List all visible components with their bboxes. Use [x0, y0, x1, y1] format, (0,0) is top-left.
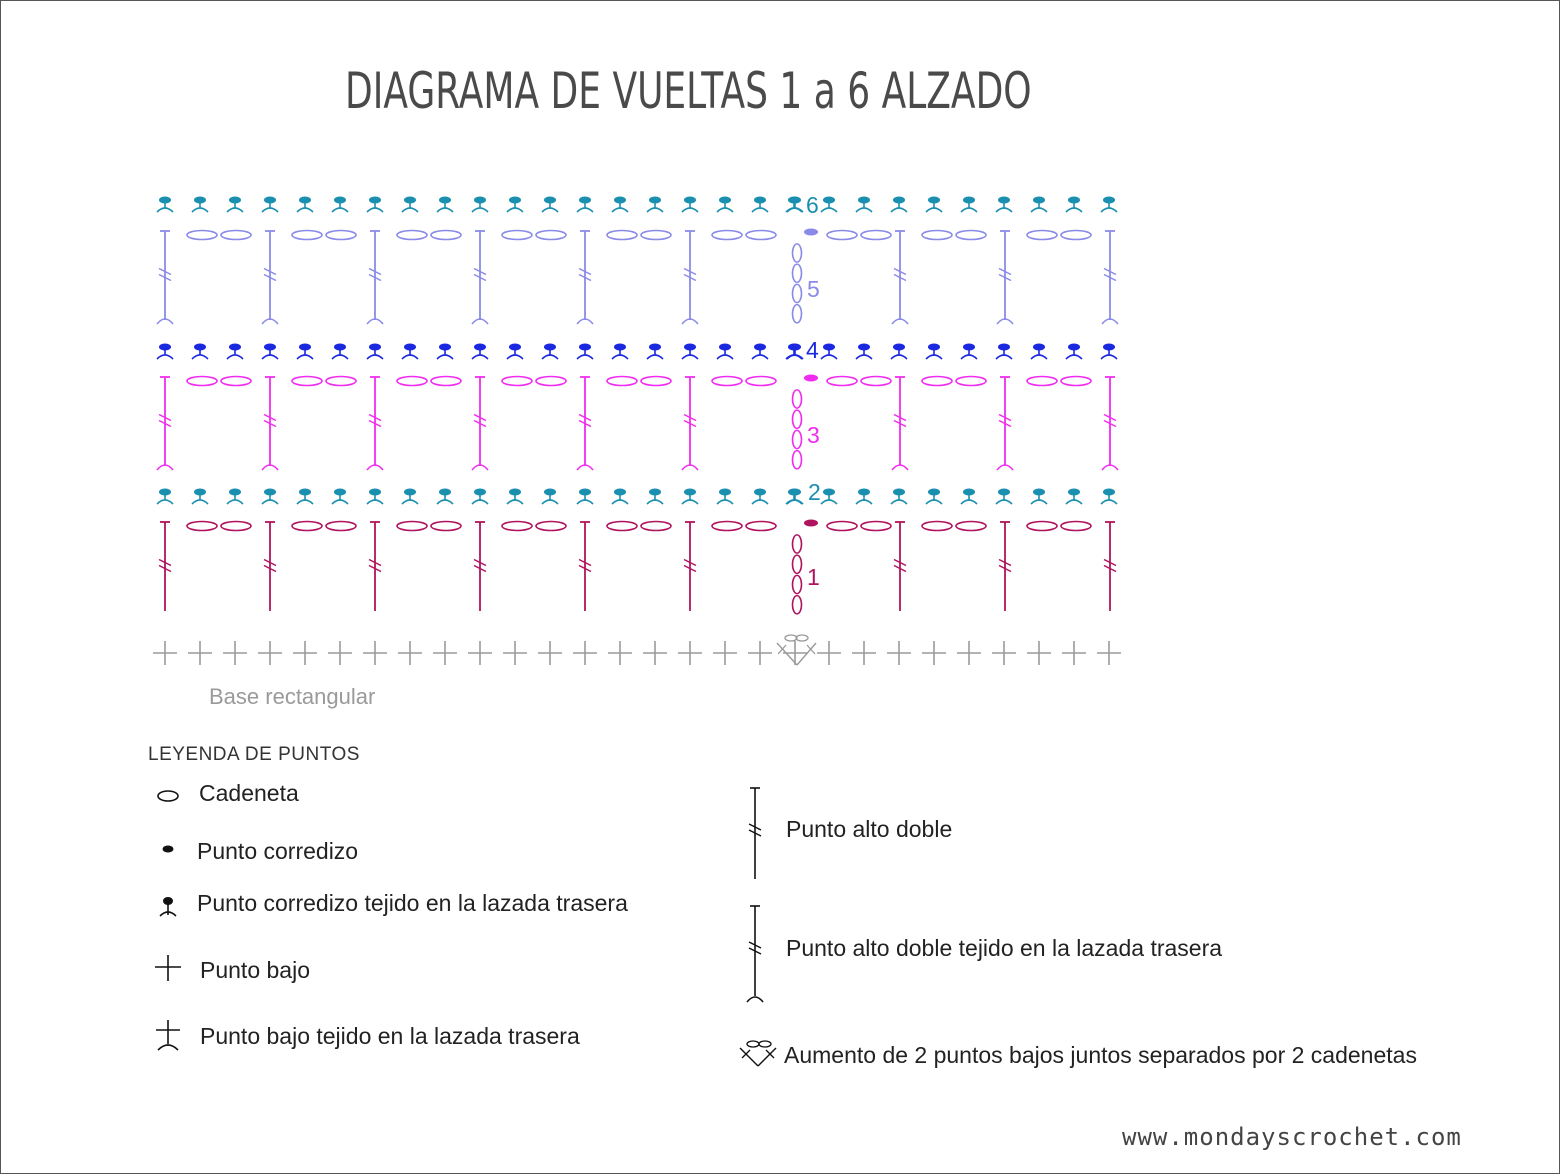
- single-crochet-icon: [150, 950, 190, 990]
- row2-slip-stitch-back-loop: [227, 489, 243, 505]
- base-increase-stitch: [777, 635, 816, 665]
- row2-slip-stitch-back-loop: [192, 489, 208, 505]
- row3-treble-stitch: [1102, 377, 1118, 470]
- base-single-crochet: [678, 641, 702, 665]
- row4-slip-stitch-back-loop: [262, 344, 278, 360]
- row3-treble-stitch: [367, 377, 383, 470]
- base-single-crochet: [643, 641, 667, 665]
- row5-treble-stitch: [472, 231, 488, 324]
- row1-chain-stitch: [292, 522, 322, 531]
- row5-chain-stitch: [922, 231, 952, 240]
- base-single-crochet: [887, 641, 911, 665]
- row3-chain-stitch: [641, 377, 671, 386]
- row4-slip-stitch-back-loop: [472, 344, 488, 360]
- row6-slip-stitch-back-loop: [996, 197, 1012, 213]
- row5-turning-chain: [793, 244, 802, 323]
- row3-chain-stitch: [326, 377, 356, 386]
- row-label-6: 6: [806, 192, 819, 218]
- row2-slip-stitch-back-loop: [402, 489, 418, 505]
- row2-slip-stitch-back-loop: [1101, 489, 1117, 505]
- base-single-crochet: [852, 641, 876, 665]
- row2-slip-stitch-back-loop: [262, 489, 278, 505]
- row1-chain-stitch: [502, 522, 532, 531]
- row5-chain-stitch: [1027, 231, 1057, 240]
- row1-chain-stitch: [712, 522, 742, 531]
- legend-label-slip-stitch: Punto corredizo: [197, 838, 359, 864]
- row2-slip-stitch-back-loop: [507, 489, 523, 505]
- row6-slip-stitch-back-loop: [752, 197, 768, 213]
- row3-chain-stitch: [187, 377, 217, 386]
- base-single-crochet: [293, 641, 317, 665]
- treble-crochet-back-loop-icon: [740, 902, 770, 1006]
- row1-chain-stitch: [956, 522, 986, 531]
- row3-turning-chain: [793, 390, 802, 469]
- row2-slip-stitch-back-loop: [647, 489, 663, 505]
- row4-slip-stitch-back-loop: [926, 344, 942, 360]
- base-single-crochet: [608, 641, 632, 665]
- row6-slip-stitch-back-loop: [786, 197, 802, 213]
- row4-slip-stitch-back-loop: [856, 344, 872, 360]
- website-url: www.mondayscrochet.com: [1122, 1123, 1462, 1151]
- row6-slip-stitch-back-loop: [472, 197, 488, 213]
- row4-slip-stitch-back-loop: [717, 344, 733, 360]
- slip-stitch-icon: [150, 840, 190, 860]
- row6-slip-stitch-back-loop: [612, 197, 628, 213]
- base-single-crochet: [992, 641, 1016, 665]
- row6-slip-stitch-back-loop: [297, 197, 313, 213]
- row4-slip-stitch-back-loop: [752, 344, 768, 360]
- row3-treble-stitch: [577, 377, 593, 470]
- row1-chain-stitch: [431, 522, 461, 531]
- row6-slip-stitch-back-loop: [577, 197, 593, 213]
- row2-slip-stitch-back-loop: [752, 489, 768, 505]
- row5-chain-stitch: [221, 231, 251, 240]
- base-single-crochet: [922, 641, 946, 665]
- row-label-1: 1: [807, 564, 820, 590]
- base-single-crochet: [153, 641, 177, 665]
- row4-slip-stitch-back-loop: [786, 344, 802, 360]
- row3-chain-stitch: [221, 377, 251, 386]
- base-single-crochet: [1097, 641, 1121, 665]
- row1-chain-stitch: [922, 522, 952, 531]
- row4-slip-stitch-back-loop: [402, 344, 418, 360]
- row1-treble-stitch: [579, 522, 591, 611]
- row2-slip-stitch-back-loop: [577, 489, 593, 505]
- row4-slip-stitch-back-loop: [1031, 344, 1047, 360]
- row2-slip-stitch-back-loop: [157, 489, 173, 505]
- base-single-crochet: [363, 641, 387, 665]
- legend-label-treble-crochet: Punto alto doble: [786, 816, 953, 842]
- row4-slip-stitch-back-loop: [437, 344, 453, 360]
- row1-turning-chain: [793, 535, 802, 614]
- row2-slip-stitch-back-loop: [926, 489, 942, 505]
- row6-slip-stitch-back-loop: [856, 197, 872, 213]
- legend-label-slip-stitch-back-loop: Punto corredizo tejido en la lazada trasera: [197, 890, 628, 916]
- row5-treble-stitch: [157, 231, 173, 324]
- row5-chain-stitch: [502, 231, 532, 240]
- row6-slip-stitch-back-loop: [332, 197, 348, 213]
- row3-chain-stitch: [502, 377, 532, 386]
- row3-treble-stitch: [472, 377, 488, 470]
- base-single-crochet: [188, 641, 212, 665]
- row3-treble-stitch: [997, 377, 1013, 470]
- row6-slip-stitch-back-loop: [507, 197, 523, 213]
- row4-slip-stitch-back-loop: [1101, 344, 1117, 360]
- row1-treble-stitch: [1104, 522, 1116, 611]
- row4-slip-stitch-back-loop: [367, 344, 383, 360]
- row4-slip-stitch-back-loop: [612, 344, 628, 360]
- row2-slip-stitch-back-loop: [821, 489, 837, 505]
- row6-slip-stitch-back-loop: [227, 197, 243, 213]
- row3-treble-stitch: [262, 377, 278, 470]
- legend-title: LEYENDA DE PUNTOS: [148, 744, 360, 765]
- row4-slip-stitch-back-loop: [647, 344, 663, 360]
- row5-chain-stitch: [397, 231, 427, 240]
- row6-slip-stitch-back-loop: [402, 197, 418, 213]
- row4-slip-stitch-back-loop: [227, 344, 243, 360]
- row1-treble-stitch: [684, 522, 696, 611]
- row2-slip-stitch-back-loop: [961, 489, 977, 505]
- row4-slip-stitch-back-loop: [157, 344, 173, 360]
- row5-chain-stitch: [956, 231, 986, 240]
- legend-label-increase: Aumento de 2 puntos bajos juntos separados por 2 cadenetas: [784, 1042, 1417, 1068]
- base-single-crochet: [573, 641, 597, 665]
- base-single-crochet: [328, 641, 352, 665]
- row4-slip-stitch-back-loop: [1066, 344, 1082, 360]
- row1-slip-stitch: [804, 520, 818, 527]
- row5-slip-stitch: [804, 229, 818, 236]
- row3-chain-stitch: [861, 377, 891, 386]
- row1-chain-stitch: [861, 522, 891, 531]
- row6-slip-stitch-back-loop: [891, 197, 907, 213]
- base-single-crochet: [398, 641, 422, 665]
- row1-chain-stitch: [641, 522, 671, 531]
- row3-chain-stitch: [397, 377, 427, 386]
- base-single-crochet: [223, 641, 247, 665]
- row5-chain-stitch: [431, 231, 461, 240]
- row6-slip-stitch-back-loop: [542, 197, 558, 213]
- row-label-5: 5: [807, 276, 820, 302]
- row5-treble-stitch: [682, 231, 698, 324]
- row6-slip-stitch-back-loop: [926, 197, 942, 213]
- row4-slip-stitch-back-loop: [577, 344, 593, 360]
- row5-chain-stitch: [536, 231, 566, 240]
- legend-label-treble-crochet-back-loop: Punto alto doble tejido en la lazada trasera: [786, 935, 1223, 961]
- chain-icon: [150, 782, 190, 812]
- row2-slip-stitch-back-loop: [437, 489, 453, 505]
- row2-slip-stitch-back-loop: [297, 489, 313, 505]
- row2-slip-stitch-back-loop: [367, 489, 383, 505]
- row2-slip-stitch-back-loop: [717, 489, 733, 505]
- row1-treble-stitch: [474, 522, 486, 611]
- row5-chain-stitch: [1061, 231, 1091, 240]
- base-single-crochet: [713, 641, 737, 665]
- row3-chain-stitch: [1061, 377, 1091, 386]
- row3-chain-stitch: [712, 377, 742, 386]
- base-single-crochet: [1027, 641, 1051, 665]
- base-single-crochet: [468, 641, 492, 665]
- row3-chain-stitch: [1027, 377, 1057, 386]
- row6-slip-stitch-back-loop: [717, 197, 733, 213]
- row2-slip-stitch-back-loop: [612, 489, 628, 505]
- row6-slip-stitch-back-loop: [437, 197, 453, 213]
- slip-stitch-back-loop-icon: [150, 890, 190, 922]
- row1-treble-stitch: [999, 522, 1011, 611]
- row4-slip-stitch-back-loop: [682, 344, 698, 360]
- row-label-4: 4: [806, 337, 819, 363]
- row6-slip-stitch-back-loop: [1101, 197, 1117, 213]
- legend-label-chain: Cadeneta: [199, 780, 299, 806]
- row5-chain-stitch: [746, 231, 776, 240]
- row3-slip-stitch: [804, 375, 818, 382]
- row4-slip-stitch-back-loop: [821, 344, 837, 360]
- row3-chain-stitch: [536, 377, 566, 386]
- row5-chain-stitch: [827, 231, 857, 240]
- row1-treble-stitch: [159, 522, 171, 611]
- legend-label-single-crochet: Punto bajo: [200, 957, 310, 983]
- row3-treble-stitch: [157, 377, 173, 470]
- row3-treble-stitch: [892, 377, 908, 470]
- row3-treble-stitch: [682, 377, 698, 470]
- row4-slip-stitch-back-loop: [192, 344, 208, 360]
- row5-treble-stitch: [262, 231, 278, 324]
- row6-slip-stitch-back-loop: [157, 197, 173, 213]
- base-single-crochet: [538, 641, 562, 665]
- row6-slip-stitch-back-loop: [192, 197, 208, 213]
- row5-chain-stitch: [326, 231, 356, 240]
- row3-chain-stitch: [922, 377, 952, 386]
- row5-treble-stitch: [1102, 231, 1118, 324]
- single-crochet-back-loop-icon: [150, 1016, 190, 1056]
- row1-chain-stitch: [397, 522, 427, 531]
- row2-slip-stitch-back-loop: [542, 489, 558, 505]
- diagram-title: DIAGRAMA DE VUELTAS 1 a 6 ALZADO: [345, 62, 1032, 120]
- row3-chain-stitch: [431, 377, 461, 386]
- row2-slip-stitch-back-loop: [332, 489, 348, 505]
- row6-slip-stitch-back-loop: [367, 197, 383, 213]
- row5-chain-stitch: [607, 231, 637, 240]
- row1-chain-stitch: [326, 522, 356, 531]
- row4-slip-stitch-back-loop: [891, 344, 907, 360]
- row2-slip-stitch-back-loop: [1066, 489, 1082, 505]
- row4-slip-stitch-back-loop: [996, 344, 1012, 360]
- row4-slip-stitch-back-loop: [507, 344, 523, 360]
- row2-slip-stitch-back-loop: [682, 489, 698, 505]
- treble-crochet-icon: [740, 784, 770, 884]
- row1-treble-stitch: [369, 522, 381, 611]
- row1-treble-stitch: [264, 522, 276, 611]
- base-single-crochet: [433, 641, 457, 665]
- row5-chain-stitch: [641, 231, 671, 240]
- base-single-crochet: [503, 641, 527, 665]
- row5-chain-stitch: [292, 231, 322, 240]
- row6-slip-stitch-back-loop: [1066, 197, 1082, 213]
- row6-slip-stitch-back-loop: [821, 197, 837, 213]
- row3-chain-stitch: [607, 377, 637, 386]
- row1-chain-stitch: [1027, 522, 1057, 531]
- row-label-3: 3: [807, 422, 820, 448]
- row1-chain-stitch: [746, 522, 776, 531]
- base-single-crochet: [957, 641, 981, 665]
- row2-slip-stitch-back-loop: [891, 489, 907, 505]
- row5-treble-stitch: [367, 231, 383, 324]
- row3-chain-stitch: [746, 377, 776, 386]
- row-label-2: 2: [808, 479, 821, 505]
- row6-slip-stitch-back-loop: [682, 197, 698, 213]
- row1-chain-stitch: [187, 522, 217, 531]
- row4-slip-stitch-back-loop: [542, 344, 558, 360]
- row6-slip-stitch-back-loop: [1031, 197, 1047, 213]
- row5-treble-stitch: [577, 231, 593, 324]
- base-label: Base rectangular: [209, 684, 376, 709]
- row1-chain-stitch: [221, 522, 251, 531]
- row1-chain-stitch: [607, 522, 637, 531]
- row6-slip-stitch-back-loop: [647, 197, 663, 213]
- row2-slip-stitch-back-loop: [996, 489, 1012, 505]
- row5-treble-stitch: [892, 231, 908, 324]
- row4-slip-stitch-back-loop: [332, 344, 348, 360]
- row4-slip-stitch-back-loop: [297, 344, 313, 360]
- row1-chain-stitch: [827, 522, 857, 531]
- row1-chain-stitch: [1061, 522, 1091, 531]
- row6-slip-stitch-back-loop: [961, 197, 977, 213]
- row2-slip-stitch-back-loop: [472, 489, 488, 505]
- base-single-crochet: [748, 641, 772, 665]
- row2-slip-stitch-back-loop: [1031, 489, 1047, 505]
- legend-label-single-crochet-back-loop: Punto bajo tejido en la lazada trasera: [200, 1023, 580, 1049]
- increase-icon: [736, 1036, 782, 1072]
- base-single-crochet: [1062, 641, 1086, 665]
- row5-treble-stitch: [997, 231, 1013, 324]
- base-single-crochet: [258, 641, 282, 665]
- row5-chain-stitch: [187, 231, 217, 240]
- row5-chain-stitch: [861, 231, 891, 240]
- row1-chain-stitch: [536, 522, 566, 531]
- base-single-crochet: [817, 641, 841, 665]
- row2-slip-stitch-back-loop: [856, 489, 872, 505]
- row3-chain-stitch: [292, 377, 322, 386]
- row4-slip-stitch-back-loop: [961, 344, 977, 360]
- row6-slip-stitch-back-loop: [262, 197, 278, 213]
- row3-chain-stitch: [956, 377, 986, 386]
- row3-chain-stitch: [827, 377, 857, 386]
- row2-slip-stitch-back-loop: [786, 489, 802, 505]
- row5-chain-stitch: [712, 231, 742, 240]
- row1-treble-stitch: [894, 522, 906, 611]
